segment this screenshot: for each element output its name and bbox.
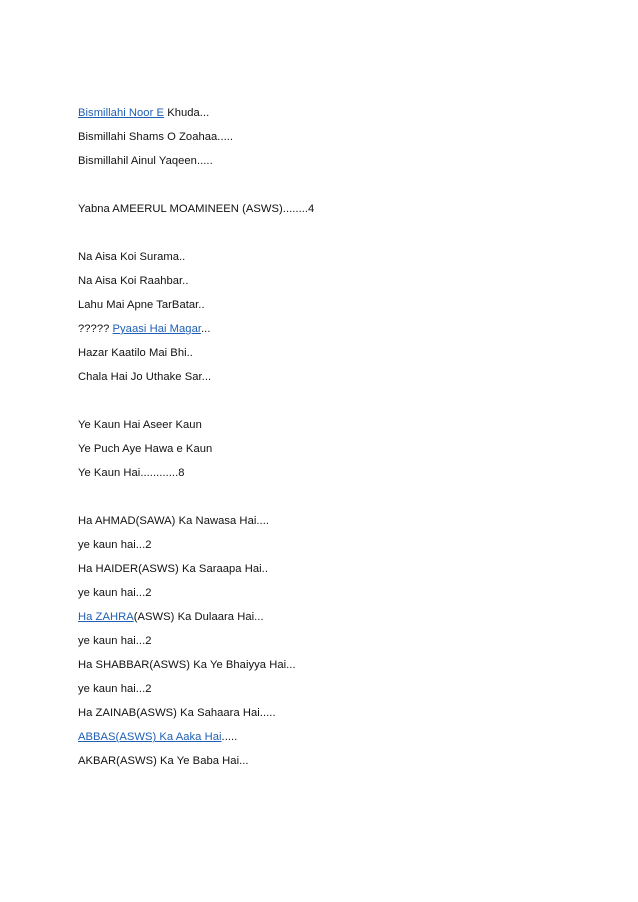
lyric-line: Ha HAIDER(ASWS) Ka Saraapa Hai.. [78, 563, 268, 575]
lyric-line: Ha ZAINAB(ASWS) Ka Sahaara Hai..... [78, 707, 276, 719]
stanza-gap [78, 485, 578, 509]
lyric-text: ... [201, 323, 211, 335]
hyperlink[interactable]: Bismillahi Noor E [78, 107, 165, 119]
lyric-line [78, 605, 578, 629]
stanza-gap [78, 389, 578, 413]
lyric-line: ye kaun hai...2 [78, 635, 152, 647]
lyric-line: ye kaun hai...2 [78, 587, 152, 599]
lyric-line: Ye Kaun Hai............8 [78, 467, 185, 479]
lyric-line: Lahu Mai Apne TarBatar.. [78, 299, 205, 311]
lyric-line: Chala Hai Jo Uthake Sar... [78, 371, 212, 383]
lyrics-body [78, 101, 578, 773]
lyric-line [78, 725, 578, 749]
lyric-line: ye kaun hai...2 [78, 539, 152, 551]
hyperlink[interactable]: ABBAS(ASWS) Ka Aaka Hai [78, 731, 222, 743]
lyric-line: Yabna AMEERUL MOAMINEEN (ASWS)........4 [78, 203, 315, 215]
lyric-line: Ye Kaun Hai Aseer Kaun [78, 419, 202, 431]
lyric-line [78, 101, 578, 125]
lyric-line: Na Aisa Koi Raahbar.. [78, 275, 189, 287]
lyric-line [78, 317, 578, 341]
lyric-line: ye kaun hai...2 [78, 683, 152, 695]
lyric-text: Khuda... [164, 107, 210, 119]
lyric-line: AKBAR(ASWS) Ka Ye Baba Hai... [78, 755, 249, 767]
lyric-line: Hazar Kaatilo Mai Bhi.. [78, 347, 193, 359]
lyric-line: Bismillahil Ainul Yaqeen..... [78, 155, 213, 167]
lyric-text: ????? [78, 323, 113, 335]
lyric-text: (ASWS) Ka Dulaara Hai... [133, 611, 264, 623]
hyperlink[interactable]: Ha ZAHRA [78, 611, 134, 623]
lyric-line: Ha AHMAD(SAWA) Ka Nawasa Hai.... [78, 515, 270, 527]
stanza-gap [78, 221, 578, 245]
stanza-gap [78, 173, 578, 197]
lyric-line: Na Aisa Koi Surama.. [78, 251, 186, 263]
lyric-line: Ha SHABBAR(ASWS) Ka Ye Bhaiyya Hai... [78, 659, 296, 671]
lyric-line: Bismillahi Shams O Zoahaa..... [78, 131, 234, 143]
lyric-line: Ye Puch Aye Hawa e Kaun [78, 443, 213, 455]
lyric-text: ..... [221, 731, 238, 743]
hyperlink[interactable]: Pyaasi Hai Magar [112, 323, 202, 335]
